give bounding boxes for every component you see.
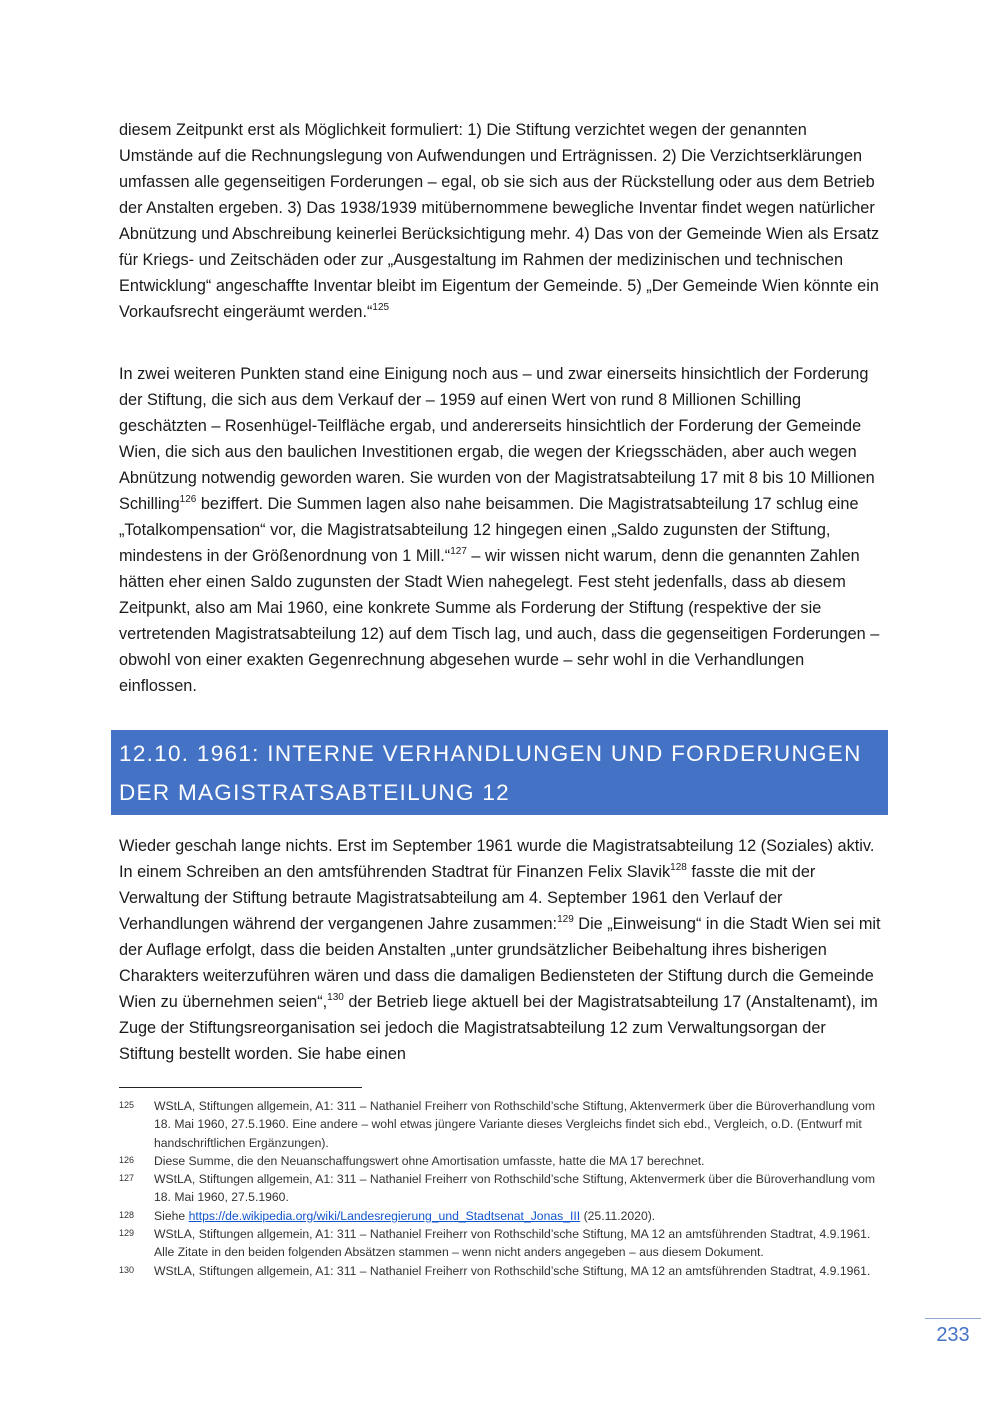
footnote-number: 125 (119, 1100, 135, 1110)
footnote-text (154, 1207, 889, 1225)
paragraph-text: fasste die mit der Verwaltung der Stiftung betraute Magistratsabteilung am 4. September 1961 den Verlauf der Verhandlungen während der vergangenen Jahre zusammen: (119, 863, 816, 933)
footnote-number: 130 (119, 1264, 135, 1275)
footnote-ref-125[interactable]: 125 (372, 301, 390, 313)
footnote-126 (119, 1152, 889, 1170)
footnote-number: 127 (119, 1173, 135, 1184)
body-paragraph-3 (119, 833, 885, 1067)
footnote-text: WStLA, Stiftungen allgemein, A1: 311 – Nathaniel Freiherr von Rothschild’sche Stiftung, MA 12 an amtsführenden Stadtrat, 4.9.1961. (154, 1263, 871, 1278)
footnote-suffix: (25.11.2020). (580, 1208, 656, 1223)
footnote-ref-129[interactable]: 129 (557, 913, 574, 925)
footnote-ref-126[interactable]: 126 (179, 493, 197, 505)
footnote-number: 128 (119, 1209, 135, 1220)
footnote-127 (119, 1170, 889, 1207)
body-paragraph-1 (119, 117, 885, 325)
footnote-ref-130[interactable]: 130 (327, 991, 344, 1003)
page-number-rule (925, 1318, 981, 1319)
footnotes (119, 1097, 889, 1280)
paragraph-text: – wir wissen nicht warum, denn die genannten Zahlen hätten eher einen Saldo zugunsten der Stadt Wien nahegelegt. Fest steht jedenfalls, dass ab diesem Zeitpunkt, also am Mai 1960, eine konkrete Summe als Forderung der Stiftung (respektive der sie vertretenden Magistratsabteilung 12) auf dem Tisch lag, und auch, dass die gegenseitigen Forderungen – obwohl von einer exakten Gegenrechnung abgesehen wurde – sehr wohl in die Verhandlungen einflossen. (119, 547, 880, 695)
footnote-text: WStLA, Stiftungen allgemein, A1: 311 – Nathaniel Freiherr von Rothschild’sche Stiftung, MA 12 an amtsführenden Stadtrat, 4.9.1961. Alle Zitate in den beiden folgenden Absätzen stammen – wenn nicht anders angegeben – aus diesem Dokument. (154, 1227, 871, 1260)
section-heading-line-2: DER MAGISTRATSABTEILUNG 12 (119, 779, 510, 805)
body-paragraph-2 (119, 361, 885, 699)
page-number: 233 (936, 1324, 970, 1346)
footnote-ref-127[interactable]: 127 (450, 545, 467, 557)
paragraph-text: In zwei weiteren Punkten stand eine Einigung noch aus – und zwar einerseits hinsichtlich der Forderung der Stiftung, die sich aus dem Verkauf der – 1959 auf einen Wert von rund 8 Millionen Schilling geschätzten – Rosenhügel-Teilfläche ergab, und andererseits hinsichtlich der Forderung der Gemeinde Wien, die sich aus den baulichen Investitionen ergab, die wegen der Kriegsschäden, aber auch wegen Abnützung notwendig geworden waren. Sie wurden von der Magistratsabteilung 17 mit 8 bis 10 Millionen Schilling (119, 365, 875, 513)
footnote-text: Diese Summe, die den Neuanschaffungswert ohne Amortisation umfasste, hatte die MA 17 berechnet. (154, 1153, 705, 1168)
paragraph-text: Wieder geschah lange nichts. Erst im September 1961 wurde die Magistratsabteilung 12 (Soziales) aktiv. In einem Schreiben an den amtsführenden Stadtrat für Finanzen Felix Slavik (119, 837, 875, 881)
paragraph-text: Die „Einweisung“ in die Stadt Wien sei mit der Auflage erfolgt, dass die beiden Anstalten „unter grundsätzlicher Beibehaltung ihres bisherigen Charakters weiterzuführen wären und dass die damaligen Bediensteten der Stiftung durch die Gemeinde Wien zu übernehmen seien“, (119, 915, 881, 1011)
footnote-128 (119, 1207, 889, 1225)
wikipedia-link[interactable]: https://de.wikipedia.org/wiki/Landesregierung_und_Stadtsenat_Jonas_III (188, 1208, 581, 1223)
footnote-125 (119, 1097, 889, 1152)
footnote-text: WStLA, Stiftungen allgemein, A1: 311 – Nathaniel Freiherr von Rothschild’sche Stiftung, Aktenvermerk über die Büroverhandlung vom 18. Mai 1960, 27.5.1960. (154, 1172, 876, 1205)
section-heading-line-1: 12.10. 1961: INTERNE VERHANDLUNGEN UND FORDERUNGEN (119, 741, 862, 766)
footnote-number: 126 (119, 1154, 135, 1165)
footnote-number: 129 (119, 1228, 135, 1239)
footnote-prefix: Siehe (154, 1208, 189, 1223)
paragraph-text: diesem Zeitpunkt erst als Möglichkeit formuliert: 1) Die Stiftung verzichtet wegen der genannten Umstände auf die Rechnungslegung von Aufwendungen und Erträgnissen. 2) Die Verzichtserklärungen umfassen alle gegenseitigen Forderungen – egal, ob sie sich aus der Rückstellung oder aus dem Betrieb der Anstalten ergeben. 3) Das 1938/1939 mitübernommene bewegliche Inventar findet wegen natürlicher Abnützung und Abschreibung keinerlei Berücksichtigung mehr. 4) Das von der Gemeinde Wien als Ersatz für Kriegs- und Zeitschäden oder zur „Ausgestaltung im Rahmen der medizinischen und technischen Entwicklung“ angeschaffte Inventar bleibt im Eigentum der Gemeinde. 5) „Der Gemeinde Wien könnte ein Vorkaufsrecht eingeräumt werden.“ (119, 121, 880, 321)
paragraph-text: beziffert. Die Summen lagen also nahe beisammen. Die Magistratsabteilung 17 schlug eine „Totalkompensation“ vor, die Magistratsabteilung 12 hingegen einen „Saldo zugunsten der Stiftung, mindestens in der Größenordnung von 1 Mill.“ (119, 495, 859, 565)
footnote-130 (119, 1262, 889, 1280)
section-heading (111, 730, 888, 815)
footnote-text: WStLA, Stiftungen allgemein, A1: 311 – Nathaniel Freiherr von Rothschild’sche Stiftung, Aktenvermerk über die Büroverhandlung vom 18. Mai 1960, 27.5.1960. Eine andere – wohl etwas jüngere Variante dieses Vergleichs findet sich ebd., Vergleich, o.D. (Entwurf mit handschriftlichen Ergänzungen). (154, 1099, 876, 1150)
footnote-separator (119, 1087, 362, 1088)
paragraph-text: der Betrieb liege aktuell bei der Magistratsabteilung 17 (Anstaltenamt), im Zuge der Stiftungsreorganisation sei jedoch die Magistratsabteilung 12 zum Verwaltungsorgan der Stiftung bestellt worden. Sie habe einen (119, 993, 878, 1063)
footnote-ref-128[interactable]: 128 (670, 861, 687, 873)
footnote-129 (119, 1225, 889, 1262)
